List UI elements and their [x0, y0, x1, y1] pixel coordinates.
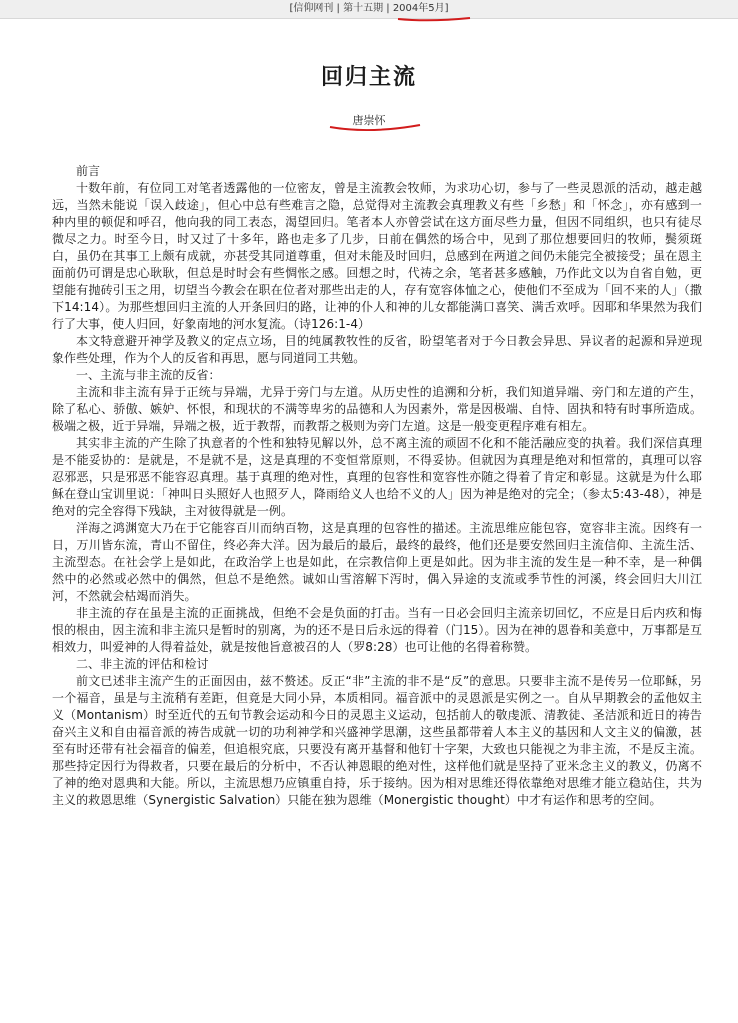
article-body: [52, 163, 702, 809]
issue-date: 2004年5月]: [392, 3, 449, 14]
paragraph: 前文已述非主流产生的正面因由，兹不赘述。反正“非”主流的非不是“反”的意思。只要非主流不是传另一位耶稣，另一个福音，虽是与主流稍有差距，但竟是大同小异，本质相同。福音派中的灵恩派是实例之一。自从早期教会的孟他奴主义（Montanism）时至近代的五旬节教会运动和今日的灵恩主义运动，包括前人的敬虔派、清教徒、圣洁派和近日的祷告奋兴主义和自由福音派的祷告成就一切的功利神学和兴盛神学思潮，这些虽都带着人本主义的基因和人文主义的偏激，甚至有时还带有社会福音的偏差，但追根究底，只要没有离开基督和他钉十字架，大致也只能视之为非主流，不是反主流。那些持定因行为得救者，只要在最后的分析中，不否认神恩眼的绝对性，这样他们就是坚持了亚米念主义的教义，仍离不了神的绝对恩典和大能。所以，主流思想乃应镇重自持，乐于接纳。因为相对思维还得依靠绝对思维才能立稳站住，共为主义的救恩思维（Synergistic Salvation）只能在独为恩维（Monergistic thought）中才有运作和思考的空间。: [52, 674, 702, 807]
paragraph: 十数年前，有位同工对笔者透露他的一位密友，曾是主流教会牧师，为求功心切，参与了一些灵恩派的活动，越走越远，当然未能说「误入歧途」，但心中总有些难言之隐，总觉得对主流教会真理教义有些「乡愁」和「怀念」，亦有感到一种内里的顿促和呼召，他向我的同工表态，渴望回归。笔者本人亦曾尝试在这方面尽些力量，但因不同组织，也只有徒尽微尽之力。时至今日，时又过了十多年，路也走多了几步，日前在偶然的场合中，见到了那位想要回归的牧师，鬓须斑白，虽仍在其事工上颇有成就，亦甚受其同道尊重，但对未能及时回归，总感到在两道之间仍未能完全被接受；虽在恩主面前仍可谓是忠心耿耿，但总是时时会有些惆怅之感。回想之时，代祷之余，笔者甚多感触，乃作此文以为自省自勉，更望能有抛砖引玉之用，切望当今教会在职在位者对那些出走的人，存有宽容体恤之心，使他们不至成为「回不来的人」（撒下14:14）。为那些想回归主流的人开条回归的路，让神的仆人和神的儿女都能满口喜笑、满舌欢呼。因耶和华果然为我们行了大事，使人归回，好象南地的河水复流。（诗126:1-4）: [52, 181, 702, 331]
paragraph: 洋海之鸿渊宽大乃在于它能容百川而纳百物，这是真理的包容性的描述。主流思维应能包容，宽容非主流。因终有一日，万川皆东流，青山不留住，终必奔大洋。因为最后的最后，最终的最终，他们还是要安然回归主流信仰、主流生活、主流型态。在社会学上是如此，在政治学上也是如此，在宗教信仰上更是如此。因为非主流的发生是一种不幸，是一种偶然中的必然或必然中的偶然，但总不是绝然。诚如山雪溶解下泻时，偶入异途的支流或季节性的河溪，终会回归大川江河，不然就会枯竭而消失。: [52, 521, 702, 603]
paragraph: 主流和非主流有异于正统与异端，尤异于旁门与左道。从历史性的追溯和分析，我们知道异端、旁门和左道的产生，除了私心、骄傲、嫉妒、怀恨，和现状的不满等卑劣的品德和人为因素外，常是因极端、自恃、固执和特有时事所造成。极端之极，近于异端，异端之极，近于教帮，而教帮之极则为旁门左道。这是一般变更程序难有相左。: [52, 385, 702, 433]
journal-info: [信仰网刊 | 第十五期 |: [289, 3, 393, 14]
journal-header: [0, 0, 738, 19]
paragraph: 本文特意避开神学及教义的定点立场，目的纯属教牧性的反省，盼望笔者对于今日教会异思、异议者的起源和异逆现象作些处理，作为个人的反省和再思，愿与同道同工共勉。: [52, 334, 702, 365]
section-heading: 一、主流与非主流的反省：: [76, 368, 221, 382]
article-author: 唐崇怀: [352, 114, 386, 127]
article-title: 回归主流: [320, 65, 417, 90]
paragraph: 其实非主流的产生除了执意者的个性和独特见解以外，总不离主流的顽固不化和不能活融应变的执着。我们深信真理是不能妥协的：是就是，不是就不是，这是真理的不变恒常原则，不得妥协。但就因为真理是绝对和恒常的，真理可以容忍邪恶，只是邪恶不能容忍真理。基于真理的绝对性，真理的包容性和宽容性亦随之得着了肯定和彰显。这就是为什么耶稣在登山宝训里说：「神叫日头照好人也照歹人，降雨给义人也给不义的人」因为神是绝对的完全；（参太5:43-48），神是绝对的完全容得下残缺，主对彼得就是一例。: [52, 436, 702, 518]
section-heading: 二、非主流的评估和检讨: [76, 657, 209, 671]
paragraph: 非主流的存在虽是主流的正面挑战，但绝不会是负面的打击。当有一日必会回归主流亲切回忆，不应是日后内疚和悔恨的根由，因主流和非主流只是暂时的别离，为的还不是日后永远的得着（门15）。因为在神的恩眷和美意中，万事都是互相效力，叫爱神的人得着益处，就是按他旨意被召的人（罗8:28）也可让他的名得着称赞。: [52, 606, 702, 654]
preface-heading: 前言: [76, 164, 101, 178]
